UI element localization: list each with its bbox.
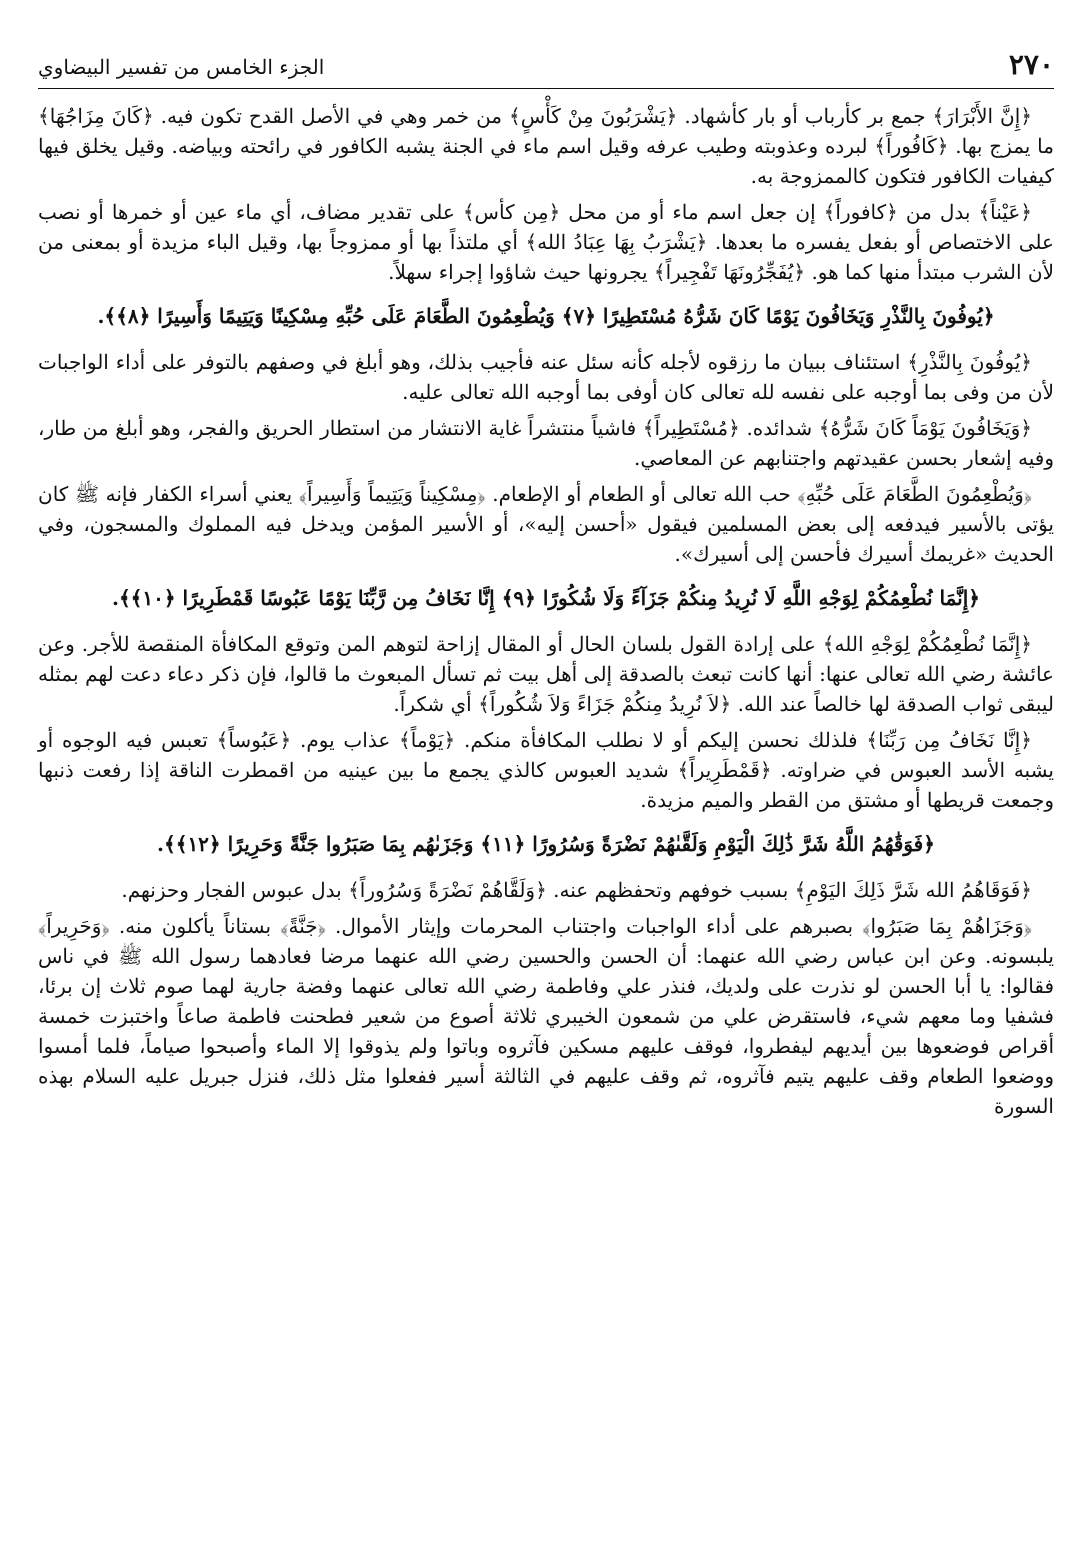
commentary-paragraph: ﴿فَوَقَاهُمُ الله شَرَّ ذَلِكَ اليَوْمِ﴾ بسبب خوفهم وتحفظهم عنه. ﴿وَلَقَّاهُمْ نَضْرَةً وَسُرُوراً﴾ بدل عبوس الفجار وحزنهم. (121, 878, 1032, 902)
body-text (38, 101, 1054, 1121)
commentary-paragraph: ﴿إِنَّمَا نُطْعِمُكُمْ لِوَجْهِ الله﴾ على إرادة القول بلسان الحال أو المقال إزاحة لتوهم المن وتوقع المكافأة المنقصة للأجر. وعن عائشة رضي الله تعالى عنها: أنها كانت تبعث بالصدقة إلى أهل بيت ثم تسأل المبعوث ما قالوا، فإن ذكر دعاء دعت لهم بمثله ليبقى ثواب الصدقة لها خالصاً عند الله. ﴿لاَ نُرِيدُ مِنكُمْ جَزَاءً وَلاَ شُكُوراً﴾ أي شكراً. (38, 632, 1054, 716)
commentary-paragraph: ﴿إِنَّا نَخَافُ مِن رَبِّنَا﴾ فلذلك نحسن إليكم أو لا نطلب المكافأة منكم. ﴿يَوْماً﴾ عذاب يوم. ﴿عَبُوساً﴾ تعبس فيه الوجوه أو يشبه الأسد العبوس في ضراوته. ﴿قَمْطَرِيراً﴾ شديد العبوس كالذي يجمع ما بين عينيه من اقمطرت الناقة إذا رفعت ذنبها وجمعت قريطها أو مشتق من القطر والميم مزيدة. (38, 728, 1054, 812)
page-number: ٢٧٠ (1008, 48, 1054, 81)
running-title: الجزء الخامس من تفسير البيضاوي (38, 55, 325, 79)
commentary-paragraph: ﴿وَيَخَافُونَ يَوْمَاً كَانَ شَرُّهُ﴾ شدائده. ﴿مُسْتَطِيراً﴾ فاشياً منتشراً غاية الانتشار من استطار الحريق والفجر، وهو أبلغ من طار، وفيه إشعار بحسن عقيدتهم واجتنابهم عن المعاصي. (38, 416, 1054, 470)
page-header (38, 48, 1054, 89)
quran-verse: ﴿يُوفُونَ بِالنَّذْرِ وَيَخَافُونَ يَوْمًا كَانَ شَرُّهُ مُسْتَطِيرًا ﴿٧﴾ وَيُطْعِمُونَ الطَّعَامَ عَلَى حُبِّهِ مِسْكِينًا وَيَتِيمًا وَأَسِيرًا ﴿٨﴾﴾. (97, 304, 995, 328)
commentary-paragraph: ﴿عَيْناً﴾ بدل من ﴿كافوراً﴾ إن جعل اسم ماء أو من محل ﴿مِن كأس﴾ على تقدير مضاف، أي ماء عين أو خمرها أو نصب على الاختصاص أو بفعل يفسره ما بعدها. ﴿يَشْرَبُ بِهَا عِبَادُ الله﴾ أي ملتذاً بها أو ممزوجاً بها، وقيل الباء مزيدة أو بمعنى من لأن الشرب مبتدأ منها كما هو. ﴿يُفَجِّرُونَهَا تَفْجِيراً﴾ يجرونها حيث شاؤوا إجراء سهلاً. (38, 200, 1054, 284)
commentary-paragraph: ﴿يُوفُونَ بِالنَّذْرِ﴾ استئناف ببيان ما رزقوه لأجله كأنه سئل عنه فأجيب بذلك، وهو أبلغ في وصفهم بالتوفر على أداء الواجبات لأن من وفى بما أوجبه على نفسه لله تعالى كان أوفى بما أوجبه الله تعالى عليه. (38, 350, 1054, 404)
commentary-paragraph: ﴿وَجَزَاهُمْ بِمَا صَبَرُوا﴾ بصبرهم على أداء الواجبات واجتناب المحرمات وإيثار الأموال. ﴿جَنَّةً﴾ بستاناً يأكلون منه. ﴿وَحَرِيراً﴾ يلبسونه. وعن ابن عباس رضي الله عنهما: أن الحسن والحسين رضي الله عنهما مرضا فعادهما رسول الله ﷺ في ناس فقالوا: يا أبا الحسن لو نذرت على ولديك، فنذر علي وفاطمة رضي الله تعالى عنهما وفضة جارية لهما صوم ثلاث إن برئا، فشفيا وما معهم شيء، فاستقرض علي من شمعون الخيبري ثلاثة أصوع من شعير فطحنت فاطمة صاعاً واختبزت خمسة أقراص فوضعوها بين أيديهم ليفطروا، فوقف عليهم مسكين فآثروه وباتوا ولم يذوقوا إلا الماء وأصبحوا صياماً، فلما أمسوا ووضعوا الطعام وقف عليهم يتيم فآثروه، ثم وقف عليهم في الثالثة أسير ففعلوا مثل ذلك، فنزل جبريل عليه السلام بهذه السورة (38, 914, 1055, 1118)
commentary-paragraph: ﴿وَيُطْعِمُونَ الطَّعَامَ عَلَى حُبِّهِ﴾ حب الله تعالى أو الطعام أو الإطعام. ﴿مِسْكِيناً وَيَتِيماً وَأَسِيراً﴾ يعني أسراء الكفار فإنه ﷺ كان يؤتى بالأسير فيدفعه إلى بعض المسلمين فيقول «أحسن إليه»، أو الأسير المؤمن ويدخل فيه المملوك والمسجون، وفي الحديث «غريمك أسيرك فأحسن إلى أسيرك». (38, 482, 1054, 566)
commentary-paragraph: ﴿إِنَّ الأَبْرَارَ﴾ جمع بر كأرباب أو بار كأشهاد. ﴿يَشْرَبُونَ مِنْ كَأْسٍ﴾ من خمر وهي في الأصل القدح تكون فيه. ﴿كَانَ مِزَاجُهَا﴾ ما يمزج بها. ﴿كَافُوراً﴾ لبرده وعذوبته وطيب عرفه وقيل اسم ماء في الجنة يشبه الكافور في رائحته وبياضه. وقيل يخلق فيها كيفيات الكافور فتكون كالممزوجة به. (38, 104, 1054, 188)
quran-verse: ﴿إِنَّمَا نُطْعِمُكُمْ لِوَجْهِ اللَّهِ لَا نُرِيدُ مِنكُمْ جَزَآءً وَلَا شُكُورًا ﴿٩﴾ إِنَّا نَخَافُ مِن رَّبِّنَا يَوْمًا عَبُوسًا قَمْطَرِيرًا ﴿١٠﴾﴾. (111, 586, 980, 610)
quran-verse: ﴿فَوَقَٰهُمُ اللَّهُ شَرَّ ذَٰلِكَ الْيَوْمِ وَلَقَّىٰهُمْ نَضْرَةً وَسُرُورًا ﴿١١﴾ وَجَزَىٰهُم بِمَا صَبَرُوا جَنَّةً وَحَرِيرًا ﴿١٢﴾﴾. (157, 832, 935, 856)
